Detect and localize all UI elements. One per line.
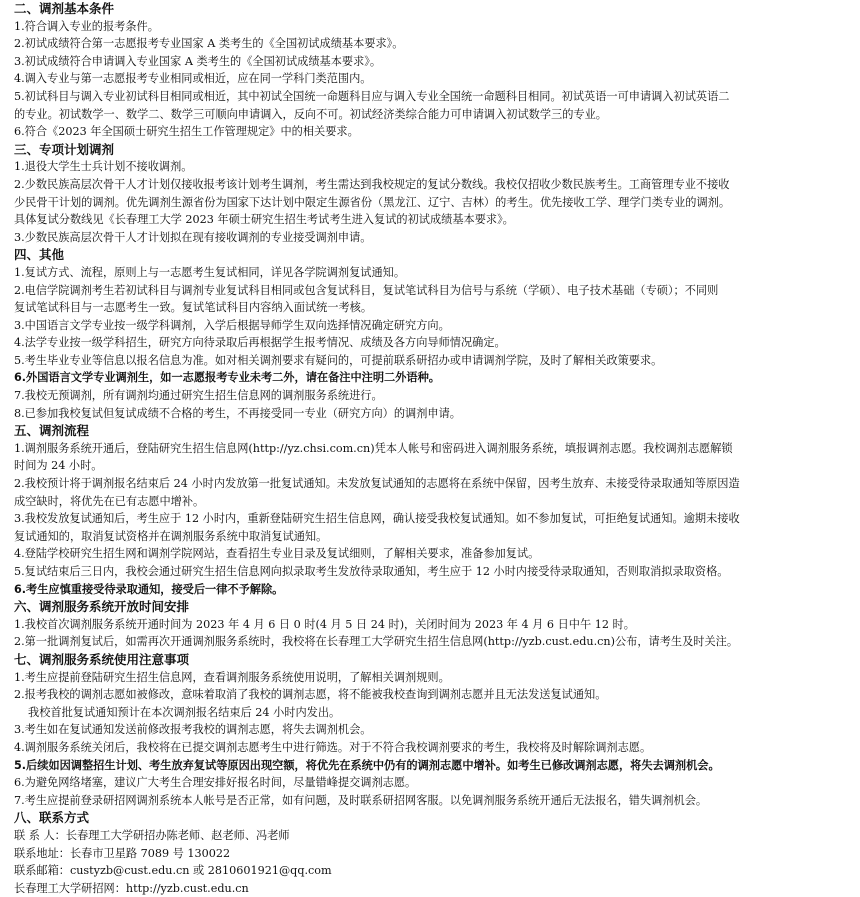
paragraph-line: 时间为 24 小时。 <box>14 459 103 473</box>
paragraph-line: 2.少数民族高层次骨干人才计划仅接收报考该计划考生调剂，考生需达到我校规定的复试分数线。我校仅招收少数民族考生。工商管理专业不接收 <box>14 177 730 191</box>
paragraph-line: 1.退役大学生士兵计划不接收调剂。 <box>14 160 193 174</box>
paragraph-line: 3.中国语言文学专业按一级学科调剂，入学后根据导师学生双向选择情况确定研究方向。 <box>14 318 450 332</box>
paragraph-line: 复试通知的，取消复试资格并在调剂服务系统中取消复试通知。 <box>14 529 328 543</box>
document-section <box>14 651 856 809</box>
paragraph-line: 3.初试成绩符合申请调入专业国家 A 类考生的《全国初试成绩基本要求》。 <box>14 54 382 68</box>
paragraph-line: 1.调剂服务系统开通后，登陆研究生招生信息网(http://yz.chsi.com.cn)凭本人帐号和密码进入调剂服务系统，填报调剂志愿。我校调剂志愿解锁 <box>14 441 733 455</box>
paragraph-line: 5.考生毕业专业等信息以报名信息为准。如对相关调剂要求有疑问的，可提前联系研招办或申请调剂学院，及时了解相关政策要求。 <box>14 353 663 367</box>
paragraph-line: 6.考生应慎重接受待录取通知，接受后一律不予解除。 <box>14 582 284 596</box>
paragraph-line: 的专业。初试数学一、数学二、数学三可顺向申请调入，反向不可。初试经济类综合能力可申请调入初试数学三的专业。 <box>14 107 607 121</box>
paragraph-line: 1.符合调入专业的报考条件。 <box>14 19 159 33</box>
section-heading: 八、联系方式 <box>14 810 90 826</box>
paragraph-line: 1.复试方式、流程，原则上与一志愿考生复试相同，详见各学院调剂复试通知。 <box>14 265 406 279</box>
paragraph-line: 4.法学专业按一级学科招生，研究方向待录取后再根据学生报考情况、成绩及各方向导师情况确定。 <box>14 336 506 350</box>
paragraph-line: 长春理工大学研招网：http://yzb.cust.edu.cn <box>14 881 249 895</box>
document-section <box>14 598 856 651</box>
paragraph-line: 联 系 人：长春理工大学研招办陈老师、赵老师、冯老师 <box>14 828 290 842</box>
document-section <box>14 422 856 598</box>
paragraph-line: 3.我校发放复试通知后，考生应于 12 小时内，重新登陆研究生招生信息网，确认接受我校复试通知。如不参加复试，可拒绝复试通知。逾期未接收 <box>14 512 740 526</box>
paragraph-line: 7.考生应提前登录研招网调剂系统本人帐号是否正常，如有问题，及时联系研招网客服。以免调剂服务系统开通后无法报名，错失调剂机会。 <box>14 793 708 807</box>
section-heading: 六、调剂服务系统开放时间安排 <box>14 599 190 615</box>
document-section <box>14 246 856 422</box>
paragraph-line: 3.少数民族高层次骨干人才计划拟在现有接收调剂的专业接受调剂申请。 <box>14 230 372 244</box>
paragraph-line: 6.为避免网络堵塞，建议广大考生合理安排好报名时间，尽量错峰提交调剂志愿。 <box>14 776 417 790</box>
section-heading: 三、专项计划调剂 <box>14 141 115 157</box>
document-section <box>14 0 856 141</box>
paragraph-line: 5.初试科目与调入专业初试科目相同或相近，其中初试全国统一命题科目应与调入专业全国统一命题科目相同。初试英语一可申请调入初试英语二 <box>14 89 730 103</box>
section-heading: 七、调剂服务系统使用注意事项 <box>14 651 190 667</box>
paragraph-line: 4.调剂服务系统关闭后，我校将在已提交调剂志愿考生中进行筛选。对于不符合我校调剂要求的考生，我校将及时解除调剂志愿。 <box>14 740 652 754</box>
paragraph-line: 少民骨干计划的调剂。优先调剂生源省份为国家下达计划中限定生源省份（黑龙江、辽宁、吉林）的考生。优先接收工学、理学门类专业的调剂。 <box>14 195 731 209</box>
paragraph-line: 具体复试分数线见《长春理工大学 2023 年硕士研究生招生考试考生进入复试的初试成绩基本要求》。 <box>14 213 514 227</box>
paragraph-line: 1.考生应提前登陆研究生招生信息网，查看调剂服务系统使用说明，了解相关调剂规则。 <box>14 670 450 684</box>
paragraph-line: 5.后续如因调整招生计划、考生放弃复试等原因出现空额，将优先在系统中仍有的调剂志愿中增补。如考生已修改调剂志愿，将失去调剂机会。 <box>14 758 720 772</box>
paragraph-line: 6.外国语言文学专业调剂生，如一志愿报考专业未考二外，请在备注中注明二外语种。 <box>14 371 440 385</box>
paragraph-line: 1.我校首次调剂服务系统开通时间为 2023 年 4 月 6 日 0 时(4 月 5 日 24 时)，关闭时间为 2023 年 4 月 6 日中午 12 时。 <box>14 617 635 631</box>
paragraph-line: 4.登陆学校研究生招生网和调剂学院网站，查看招生专业目录及复试细则，了解相关要求，准备参加复试。 <box>14 547 540 561</box>
document-section <box>14 141 856 247</box>
paragraph-line: 7.我校无预调剂，所有调剂均通过研究生招生信息网的调剂服务系统进行。 <box>14 389 383 403</box>
section-heading: 二、调剂基本条件 <box>14 1 115 16</box>
paragraph-line: 2.我校预计将于调剂报名结束后 24 小时内发放第一批复试通知。未发放复试通知的志愿将在系统中保留，因考生放弃、未接受待录取通知等原因造 <box>14 477 740 491</box>
paragraph-line: 2.电信学院调剂考生若初试科目与调剂专业复试科目相同或包含复试科目，复试笔试科目为信号与系统（学硕）、电子技术基础（专硕）；不同则 <box>14 283 719 297</box>
paragraph-line: 6.符合《2023 年全国硕士研究生招生工作管理规定》中的相关要求。 <box>14 125 359 139</box>
paragraph-line: 2.初试成绩符合第一志愿报考专业国家 A 类考生的《全国初试成绩基本要求》。 <box>14 37 404 51</box>
paragraph-line: 联系地址：长春市卫星路 7089 号 130022 <box>14 846 231 860</box>
paragraph-line: 4.调入专业与第一志愿报考专业相同或相近，应在同一学科门类范围内。 <box>14 72 372 86</box>
paragraph-line: 5.复试结束后三日内，我校会通过研究生招生信息网向拟录取考生发放待录取通知，考生应于 12 小时内接受待录取通知，否则取消拟录取资格。 <box>14 565 729 578</box>
paragraph-line: 成空缺时，将优先在已有志愿中增补。 <box>14 494 205 508</box>
paragraph-line: 3.考生如在复试通知发送前修改报考我校的调剂志愿，将失去调剂机会。 <box>14 723 372 737</box>
paragraph-line: 2.报考我校的调剂志愿如被修改，意味着取消了我校的调剂志愿，将不能被我校查询到调剂志愿并且无法发送复试通知。 <box>14 688 607 702</box>
paragraph-line: 复试笔试科目与一志愿考生一致。复试笔试科目内容纳入面试统一考核。 <box>14 301 373 315</box>
paragraph-line: 联系邮箱：custyzb@cust.edu.cn 或 2810601921@qq.com <box>14 864 332 878</box>
section-heading: 五、调剂流程 <box>14 423 90 439</box>
section-heading: 四、其他 <box>14 247 65 263</box>
paragraph-line: 我校首批复试通知预计在本次调剂报名结束后 24 小时内发出。 <box>28 705 341 719</box>
paragraph-line: 2.第一批调剂复试后，如需再次开通调剂服务系统时，我校将在长春理工大学研究生招生信息网(http://yzb.cust.edu.cn)公布，请考生及时关注。 <box>14 635 739 649</box>
paragraph-line: 8.已参加我校复试但复试成绩不合格的考生，不再接受同一专业（研究方向）的调剂申请。 <box>14 406 461 420</box>
document-section <box>14 809 856 897</box>
